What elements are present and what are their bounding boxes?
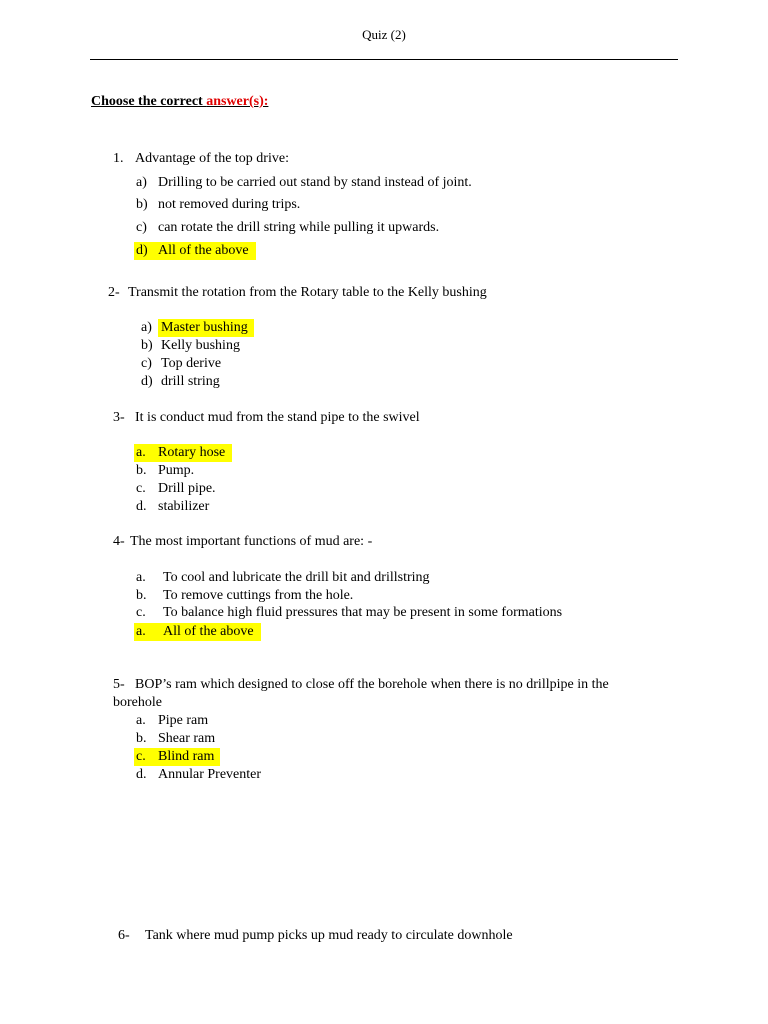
header-divider [90,59,678,60]
question-number: 3- [113,410,125,425]
question-text: Tank where mud pump picks up mud ready to circulate downhole [145,928,513,943]
question-number: 2- [108,285,120,300]
question-text: It is conduct mud from the stand pipe to the swivel [135,410,420,425]
question-text: Advantage of the top drive: [135,151,289,166]
page-header-title: Quiz (2) [362,27,406,42]
question-text: Transmit the rotation from the Rotary table to the Kelly bushing [128,285,487,300]
question-text: BOP’s ram which designed to close off the borehole when there is no drillpipe in the [135,677,609,692]
question-number: 4- [113,534,125,549]
instruction [91,94,268,110]
question-number: 1. [113,151,124,166]
question-number: 6- [118,928,130,943]
instruction-highlight: answer(s): [206,94,269,109]
question-text: The most important functions of mud are: - [130,534,373,549]
question-number: 5- [113,677,125,692]
instruction-prefix: Choose the correct [91,94,207,109]
